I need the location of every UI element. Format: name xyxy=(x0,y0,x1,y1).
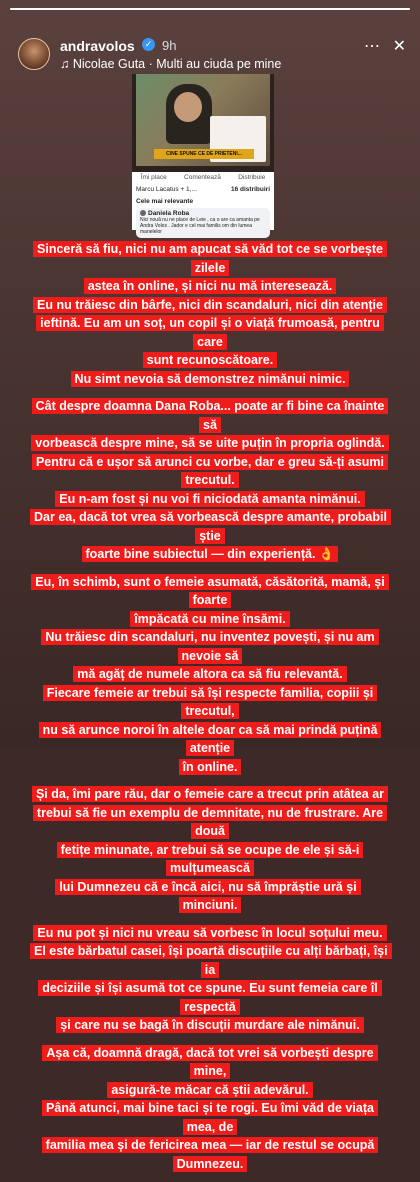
text-line: Fiecare femeie ar trebui să își respecte familia, copiii și trecutul, xyxy=(43,685,378,720)
text-line: și care nu se bagă în discuții murdare ale nimănui. xyxy=(56,1017,363,1033)
avatar[interactable] xyxy=(18,38,50,70)
text-line: vorbească despre mine, să se uite puțin în propria oglindă. xyxy=(31,435,388,451)
text-line: Eu nu pot și nici nu vreau să vorbesc în locul soțului meu. xyxy=(33,925,386,941)
commenter-name: Daniela Roba xyxy=(148,210,190,217)
text-line: sunt recunoscătoare. xyxy=(143,352,277,368)
text-line: Și da, îmi pare rău, dar o femeie care a trecut prin atâtea ar xyxy=(32,786,388,802)
share-action: Distribuie xyxy=(238,174,266,181)
text-line: El este bărbatul casei, își poartă discuțiile cu alți bărbați, își ia xyxy=(30,943,392,978)
like-action: Îmi place xyxy=(140,174,167,181)
story-progress-fill xyxy=(10,8,410,10)
paragraph-2 xyxy=(30,397,390,564)
music-artist: Nicolae Guta xyxy=(72,57,146,71)
music-sticker[interactable] xyxy=(60,57,281,71)
text-line: împăcată cu mine însămi. xyxy=(130,611,289,627)
music-note-icon: ♫ xyxy=(60,57,70,71)
text-line: trecutul. xyxy=(181,472,238,488)
shares-count: 16 distribuiri xyxy=(230,186,270,193)
text-line: Cât despre doamna Dana Roba... poate ar fi bine ca înainte să xyxy=(32,398,389,433)
text-line: trebui să fie un exemplu de demnitate, nu de frustrare. Are două xyxy=(33,805,387,840)
text-line: astea în online, și nici nu mă interesează. xyxy=(84,278,337,294)
paragraph-4 xyxy=(30,785,390,915)
facebook-post-screenshot xyxy=(132,172,274,235)
paragraph-1 xyxy=(30,240,390,388)
text-line: Eu n-am fost și nu voi fi niciodată amanta nimănui. xyxy=(55,491,364,507)
comment-text: Nici nouă nu ne place de Leie , ca o are ca amanta pe Andra Volos . Jador e cel mai familis om din lumea manelelor xyxy=(140,217,260,235)
paragraph-6 xyxy=(30,1044,390,1174)
text-line: deciziile și își asumă tot ce spune. Eu sunt femeia care îl respectă xyxy=(38,980,382,1015)
close-icon[interactable]: ✕ xyxy=(392,38,406,55)
commenter-avatar xyxy=(140,210,146,216)
music-title: Multi au ciuda pe mine xyxy=(156,57,282,71)
paragraph-3 xyxy=(30,573,390,777)
text-line: foarte bine subiectul — din experiență. 👌 xyxy=(82,546,339,562)
text-line: Dumnezeu. xyxy=(173,1156,248,1172)
video-caption: CINE SPUNE CE DE PRIETENI... xyxy=(154,149,254,159)
text-line: Sinceră să fiu, nici nu am apucat să văd tot ce se vorbește zilele xyxy=(33,241,387,276)
video-screenshot xyxy=(132,74,274,178)
person-face xyxy=(174,92,202,122)
text-line: lui Dumnezeu că e încă aici, nu să împrăștie ură și minciuni. xyxy=(55,879,360,914)
text-line: Eu, în schimb, sunt o femeie asumată, căsătorită, mamă, și foarte xyxy=(31,574,388,609)
text-line: fetițe minunate, ar trebui să se ocupe de ele și să-i mulțumească xyxy=(57,842,364,877)
music-separator: · xyxy=(148,57,153,71)
reactors: Marcu Lacatus + 1,... xyxy=(136,186,197,193)
comments-sort: Cele mai relevante xyxy=(136,198,194,205)
post-actions xyxy=(132,174,274,181)
text-line: ieftină. Eu am un soț, un copil și o viață frumoasă, pentru care xyxy=(36,315,384,350)
text-line: în online. xyxy=(179,759,242,775)
story-header xyxy=(18,30,410,80)
text-line: Eu nu trăiesc din bârfe, nici din scandaluri, nici din atenție xyxy=(33,297,387,313)
text-line: Până atunci, mai bine taci și te rogi. Eu îmi văd de viața mea, de xyxy=(42,1100,378,1135)
comment-bubble xyxy=(136,208,270,238)
comment-action: Comentează xyxy=(184,174,221,181)
post-time: 9h xyxy=(162,38,177,53)
text-line: Așa că, doamnă dragă, dacă tot vrei să vorbești despre mine, xyxy=(42,1045,377,1080)
text-line: mă agăț de numele altora ca să fiu relevantă. xyxy=(73,666,346,682)
text-line: asigură-te măcar că știi adevărul. xyxy=(107,1082,312,1098)
more-icon[interactable]: ⋯ xyxy=(364,38,380,55)
text-line: Pentru că e ușor să arunci cu vorbe, dar e greu să-ți asumi xyxy=(32,454,388,470)
text-line: nu să arunce noroi în altele doar ca să mai prindă puțină atenție xyxy=(39,722,382,757)
text-line: familia mea și de fericirea mea — iar de restul se ocupă xyxy=(42,1137,379,1153)
paragraph-5 xyxy=(30,924,390,1035)
text-line: Nu trăiesc din scandaluri, nu inventez povești, și nu am nevoie să xyxy=(41,629,378,664)
story-progress-bar xyxy=(10,8,410,10)
text-line: Dar ea, dacă tot vrea să vorbească despre amante, probabil știe xyxy=(30,509,391,544)
video-frame xyxy=(136,74,270,166)
story-text xyxy=(30,240,390,1182)
username[interactable]: andravolos xyxy=(60,38,135,54)
verified-badge-icon: ✓ xyxy=(142,38,155,51)
text-line: Nu simt nevoia să demonstrez nimănui nimic. xyxy=(71,371,350,387)
